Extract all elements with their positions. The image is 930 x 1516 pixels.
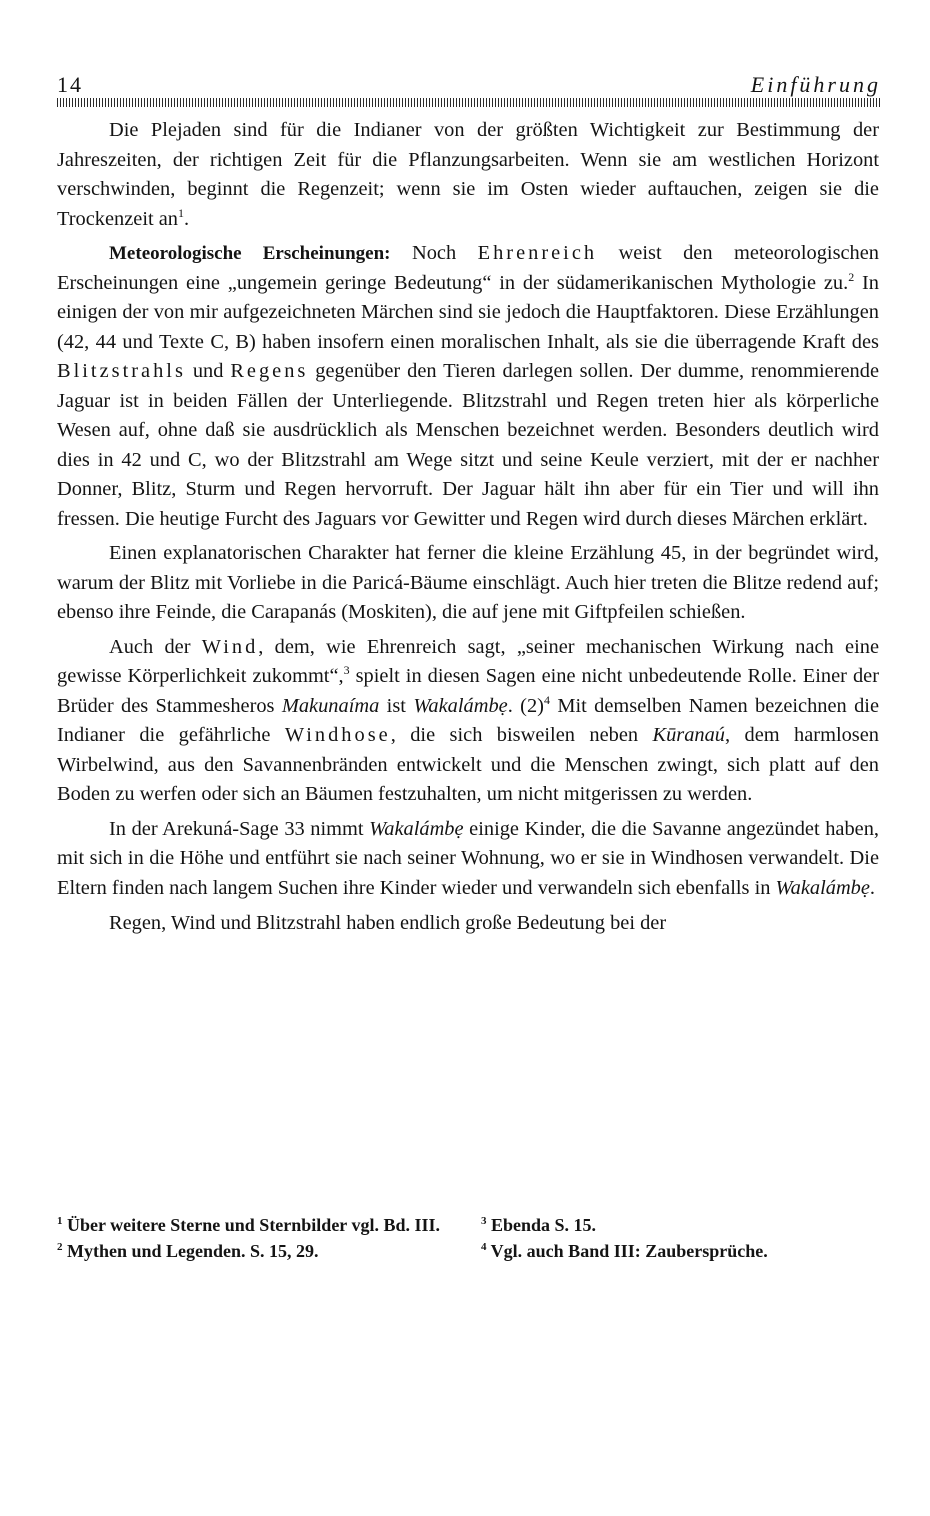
footnotes-left-column: [57, 1212, 457, 1264]
footnote-ref-2: 2: [848, 269, 855, 284]
term-blitzstrahl: Blitzstrahls: [57, 360, 186, 382]
paragraph-wind: Auch der Wind, dem, wie Ehrenreich sagt, „seiner mechanischen Wirkung nach eine gewisse Körperlichkeit zukommt“,$^3$ spielt in diesen Sagen eine nicht unbedeutende Rolle. Einer der Brüder des Stammesheros Makunaíma ist Wakalámbẹ. $(2)^4$ Mit demselben Namen bezeichnen die Indianer die gefährliche Windhose, die sich bisweilen neben Kūranaú, dem harmlosen Wirbelwind, aus den Savannenbränden entwickelt und die Menschen zwingt, sich platt auf den Boden zu werfen oder sich an Bäumen festzuhalten, um nicht mitgerissen zu werden.: [57, 635, 880, 805]
footnote-4: $^4$ Vgl. auch Band III: Zaubersprüche.: [481, 1241, 768, 1261]
footnote-ref-3: 3: [343, 663, 350, 678]
running-head: Einführung: [750, 72, 881, 97]
paragraph-meteorological: Meteorologische Erscheinungen: Noch Ehrenreich weist den meteorologischen Erscheinungen eine „ungemein geringe Bedeutung“ in der südamerikanischen Mythologie zu.$^2$ In einigen der von mir aufgezeichneten Märchen sind sie jedoch die Hauptfaktoren. Diese Erzählungen (42, 44 und Texte C, B) haben insofern einen moralischen Inhalt, als sie die überragende Kraft des Blitzstrahls und Regens gegenüber den Tieren darlegen sollen. Der dumme, renommierende Jaguar ist in beiden Fällen der Unterliegende. Blitzstrahl und Regen treten hier als körperliche Wesen auf, ohne daß sie ausdrücklich als Menschen bezeichnet werden. Besonders deutlich wird dies in 42 und C, wo der Blitzstrahl am Wege sitzt und seine Keule verziert, mit der er nachher Donner, Blitz, Sturm und Regen hervorruft. Der Jaguar hält ihn aber für ein Tier und will ihn fressen. Die heutige Furcht des Jaguars vor Gewitter und Regen wird durch dieses Märchen erklärt.: [57, 242, 879, 530]
body-text: [57, 116, 879, 944]
footnote-2: $^2$ Mythen und Legenden. S. 15, 29.: [57, 1241, 319, 1261]
footnotes-right-column: [481, 1212, 881, 1264]
page-header: [57, 72, 881, 98]
name-kuranau: Kūranaú: [652, 724, 725, 746]
section-heading: Meteorologische Erscheinungen:: [109, 243, 391, 264]
term-wind: Wind: [201, 635, 259, 658]
name-makunaima: Makunaíma: [281, 694, 380, 717]
page-number: 14: [57, 72, 83, 97]
header-rule: [57, 98, 881, 107]
paragraph-explanatory: Einen explanatorischen Charakter hat ferner die kleine Erzählung 45, in der begründet wird, warum der Blitz mit Vorliebe in die Paricá-Bäume einschlägt. Auch hier treten die Blitze redend auf; ebenso ihre Feinde, die Carapanás (Moskiten), die auf jene mit Giftpfeilen schießen.: [57, 542, 879, 623]
name-wakalambe: Wakalámbẹ: [413, 694, 508, 717]
paragraph-pleiades: Die Plejaden sind für die Indianer von der größten Wichtigkeit zur Bestimmung der Jahreszeiten, der richtigen Zeit für die Pflanzungsarbeiten. Wenn sie am westlichen Horizont verschwinden, beginnt die Regenzeit; wenn sie im Osten wieder auftauchen, zeigen sie die Trockenzeit $an^1$.: [57, 119, 879, 230]
footnote-ref-4: 4: [543, 692, 550, 707]
name-ehrenreich: Ehrenreich: [477, 242, 598, 264]
paragraph-arekuna: In der Arekuná-Sage 33 nimmt Wakalámbẹ einige Kinder, die die Savanne angezündet haben, mit sich in die Höhe und entführt sie nach seiner Wohnung, wo er sie in Windhosen verwandelt. Die Eltern finden nach langem Suchen ihre Kinder wieder und verwandeln sich ebenfalls in Wakalámbẹ.: [57, 817, 880, 899]
name-wakalambe-3: Wakalámbẹ: [775, 876, 870, 899]
footnote-1: $^1$ Über weitere Sterne und Sternbilder vgl. Bd. III.: [57, 1215, 441, 1235]
name-wakalambe-2: Wakalámbẹ: [369, 817, 464, 840]
footnote-3: $^3$ Ebenda S. 15.: [481, 1215, 597, 1235]
term-windhose: Windhose: [284, 724, 391, 746]
term-regen: Regens: [230, 360, 309, 382]
paragraph-closing: Regen, Wind und Blitzstrahl haben endlich große Bedeutung bei der: [109, 912, 667, 934]
footnote-ref-1: 1: [178, 205, 184, 220]
